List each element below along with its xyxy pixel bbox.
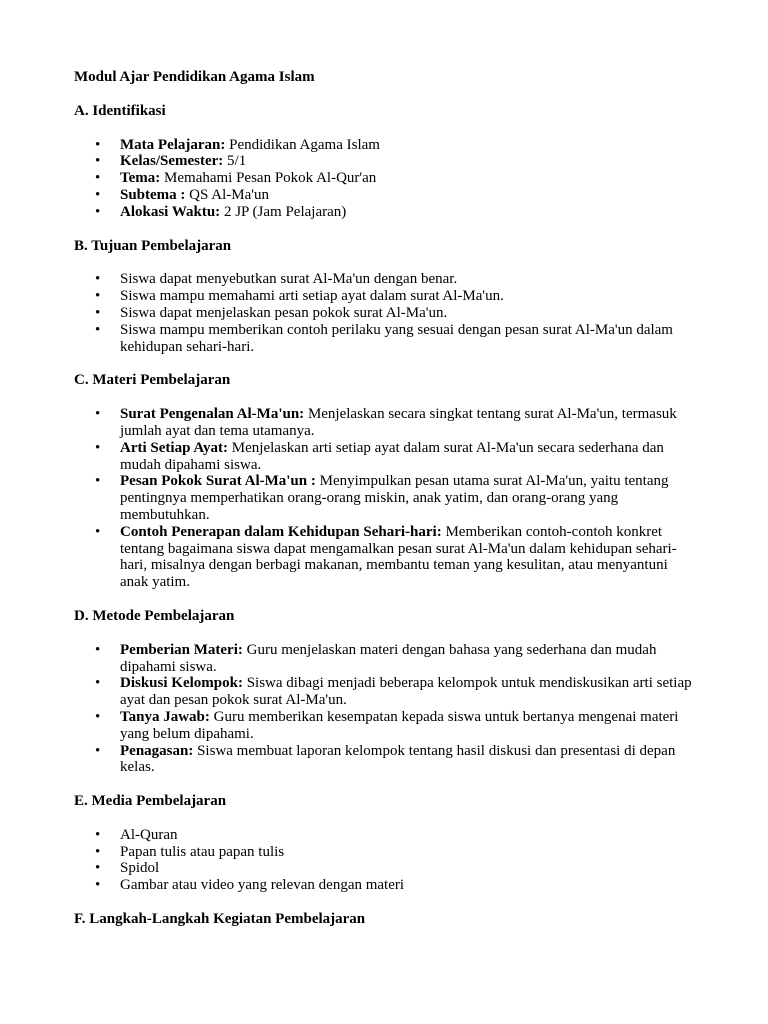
item-label: Arti Setiap Ayat:: [120, 439, 229, 456]
item-text: Menyimpulkan pesan utama surat Al-Ma'un, yaitu tentang pentingnya memperhatikan orang-orang miskin, anak yatim, dan orang-orang yang membutuhkan.: [120, 473, 669, 523]
list-item: [95, 742, 694, 777]
item-text: Siswa mampu memahami arti setiap ayat dalam surat Al-Ma'un.: [120, 288, 504, 305]
item-label: Subtema :: [120, 186, 186, 203]
item-label: Kelas/Semester:: [120, 153, 224, 170]
bullet-icon: •: [95, 473, 101, 490]
bullet-icon: •: [95, 136, 101, 153]
list-item: [95, 473, 694, 523]
bullet-icon: •: [95, 288, 101, 305]
section-e-heading: E. Media Pembelajaran: [74, 793, 227, 810]
bullet-icon: •: [95, 675, 101, 692]
item-text: Siswa dapat menyebutkan surat Al-Ma'un dengan benar.: [120, 271, 458, 288]
bullet-icon: •: [95, 708, 101, 725]
item-text: Gambar atau video yang relevan dengan materi: [120, 877, 405, 894]
bullet-icon: •: [95, 271, 101, 288]
item-text: Guru memberikan kesempatan kepada siswa untuk bertanya mengenai materi yang belum dipahami.: [120, 708, 679, 742]
item-label: Diskusi Kelompok:: [120, 675, 243, 692]
bullet-icon: •: [95, 877, 101, 894]
item-text: Memberikan contoh-contoh konkret tentang bagaimana siswa dapat mengamalkan pesan surat Al-Ma'un dalam kehidupan sehari-hari, misalnya dengan berbagi makanan, membantu teman yang kesulitan, atau menyantuni anak yatim.: [120, 523, 677, 591]
item-text: Siswa dapat menjelaskan pesan pokok surat Al-Ma'un.: [120, 304, 448, 321]
item-label: Pesan Pokok Surat Al-Ma'un :: [120, 473, 316, 490]
item-text: Siswa dibagi menjadi beberapa kelompok untuk mendiskusikan arti setiap ayat dan pesan pokok surat Al-Ma'un.: [120, 675, 692, 709]
list-item: [95, 826, 694, 844]
item-text: Al-Quran: [120, 826, 178, 843]
item-label: Tanya Jawab:: [120, 708, 210, 725]
bullet-icon: •: [95, 406, 101, 423]
item-text: 2 JP (Jam Pelajaran): [220, 203, 347, 220]
list-item: [95, 406, 694, 440]
section-b-heading: B. Tujuan Pembelajaran: [74, 237, 232, 254]
bullet-icon: •: [95, 641, 101, 658]
section-a-heading: A. Identifikasi: [74, 102, 166, 119]
list-item: [95, 708, 694, 743]
list-item: [95, 321, 694, 356]
bullet-icon: •: [95, 304, 101, 321]
bullet-icon: •: [95, 843, 101, 860]
item-text: Menjelaskan arti setiap ayat dalam surat Al-Ma'un secara sederhana dan mudah dipahami siswa.: [120, 439, 664, 473]
bullet-icon: •: [95, 186, 101, 203]
item-text: Pendidikan Agama Islam: [225, 136, 380, 153]
bullet-icon: •: [95, 170, 101, 187]
item-text: QS Al-Ma'un: [185, 186, 269, 203]
document-title: Modul Ajar Pendidikan Agama Islam: [74, 69, 315, 85]
section-d-heading: D. Metode Pembelajaran: [74, 607, 235, 624]
bullet-icon: •: [95, 203, 101, 220]
item-text: Spidol: [120, 860, 160, 877]
list-item: [95, 675, 694, 709]
item-label: Tema:: [120, 170, 161, 187]
item-label: Penagasan:: [120, 742, 194, 759]
bullet-icon: •: [95, 523, 101, 540]
list-item: [95, 860, 694, 877]
section-a-list: [74, 137, 694, 221]
list-item: [95, 641, 694, 676]
list-item: [95, 186, 694, 204]
section-c-heading: C. Materi Pembelajaran: [74, 372, 231, 389]
section-d-list: [74, 642, 694, 776]
section-b-list: [74, 271, 694, 355]
bullet-icon: •: [95, 321, 101, 338]
item-label: Pemberian Materi:: [120, 641, 243, 658]
list-item: [95, 523, 694, 591]
item-text: Menjelaskan secara singkat tentang surat Al-Ma'un, termasuk jumlah ayat dan tema utamanya.: [120, 406, 677, 439]
item-label: Alokasi Waktu:: [120, 203, 221, 220]
item-text: Memahami Pesan Pokok Al-Qur'an: [160, 170, 377, 187]
bullet-icon: •: [95, 860, 101, 877]
list-item: [95, 153, 694, 170]
list-item: [95, 288, 694, 305]
item-text: Siswa mampu memberikan contoh perilaku yang sesuai dengan pesan surat Al-Ma'un dalam kehidupan sehari-hari.: [120, 321, 673, 355]
list-item: [95, 877, 694, 894]
item-label: Mata Pelajaran:: [120, 136, 226, 153]
section-e-list: [74, 827, 694, 894]
item-text: 5/1: [223, 153, 247, 170]
list-item: [95, 203, 694, 221]
list-item: [95, 304, 694, 322]
item-text: Papan tulis atau papan tulis: [120, 843, 285, 860]
bullet-icon: •: [95, 742, 101, 759]
section-c-list: [74, 406, 694, 591]
bullet-icon: •: [95, 826, 101, 843]
list-item: [95, 439, 694, 474]
list-item: [95, 843, 694, 861]
list-item: [95, 271, 694, 288]
item-label: Contoh Penerapan dalam Kehidupan Sehari-hari:: [120, 523, 442, 540]
item-label: Surat Pengenalan Al-Ma'un:: [120, 406, 305, 423]
list-item: [95, 136, 694, 154]
bullet-icon: •: [95, 153, 101, 170]
list-item: [95, 170, 694, 187]
bullet-icon: •: [95, 439, 101, 456]
item-text: Siswa membuat laporan kelompok tentang hasil diskusi dan presentasi di depan kelas.: [120, 742, 676, 776]
item-text: Guru menjelaskan materi dengan bahasa yang sederhana dan mudah dipahami siswa.: [120, 641, 657, 675]
section-f-heading: F. Langkah-Langkah Kegiatan Pembelajaran: [74, 911, 366, 928]
